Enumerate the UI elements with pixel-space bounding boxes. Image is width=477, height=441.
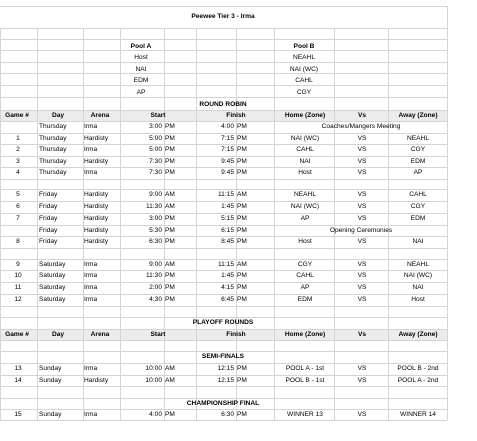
table-row xyxy=(0,201,447,212)
finish-ampm-cell: PM xyxy=(237,135,247,142)
arena-cell: Irma xyxy=(84,123,98,130)
away-team-cell: EDM xyxy=(410,215,426,222)
start-header: Start xyxy=(150,112,166,119)
finish-time-cell: 5:15 xyxy=(221,215,234,222)
arena-cell: Irma xyxy=(84,261,98,268)
vs-cell: VS xyxy=(357,411,367,418)
grid-line xyxy=(0,39,447,40)
finish-ampm-cell: PM xyxy=(237,123,247,130)
arena-cell: Irma xyxy=(84,365,98,372)
grid-line xyxy=(0,248,447,249)
start-time-cell: 6:30 xyxy=(149,238,162,245)
finish-ampm-cell: PM xyxy=(237,158,247,165)
day-cell: Thursday xyxy=(39,169,67,176)
vs-cell: VS xyxy=(357,135,367,142)
header-band xyxy=(0,329,447,340)
start-time-cell: 9:00 xyxy=(149,261,162,268)
section-semi-finals: SEMI-FINALS xyxy=(201,353,245,360)
table-row xyxy=(0,156,447,167)
section-championship-final: CHAMPIONSHIP FINAL xyxy=(186,400,260,407)
finish-time-cell: 7:15 xyxy=(221,146,234,153)
grid-line xyxy=(388,28,389,420)
grid-line xyxy=(0,85,447,86)
table-row xyxy=(0,144,447,155)
arena-header: Arena xyxy=(90,112,110,119)
start-time-cell: 5:00 xyxy=(149,146,162,153)
start-ampm-cell: PM xyxy=(165,411,175,418)
vs-cell: VS xyxy=(357,215,367,222)
start-ampm-cell: AM xyxy=(165,191,175,198)
home-team-cell: NEAHL xyxy=(294,191,316,198)
vs-cell: VS xyxy=(357,272,367,279)
grid-line xyxy=(0,6,447,7)
finish-time-cell: 9:45 xyxy=(221,169,234,176)
home-team-cell: Host xyxy=(298,169,312,176)
finish-time-cell: 7:15 xyxy=(221,135,234,142)
event-cell: Opening Ceremonies xyxy=(329,227,393,234)
arena-cell: Irma xyxy=(84,272,98,279)
start-time-cell: 7:30 xyxy=(149,158,162,165)
finish-ampm-cell: AM xyxy=(237,261,247,268)
day-cell: Saturday xyxy=(39,261,66,268)
grid-line xyxy=(0,62,447,63)
home-team-cell: NAI (WC) xyxy=(290,203,320,210)
away-team-cell: Host xyxy=(411,296,425,303)
finish-ampm-cell: AM xyxy=(237,191,247,198)
vs-cell: VS xyxy=(357,365,367,372)
vs-header: Vs xyxy=(357,331,367,338)
arena-cell: Hardisty xyxy=(84,191,109,198)
grid-line xyxy=(0,340,447,341)
event-cell: Coaches/Mangers Meeting xyxy=(321,123,401,130)
home-team-cell: NAI (WC) xyxy=(290,135,320,142)
day-cell: Thursday xyxy=(39,135,67,142)
game-number-cell: 7 xyxy=(16,215,20,222)
game-number-cell: 14 xyxy=(14,377,22,384)
finish-ampm-cell: PM xyxy=(237,169,247,176)
away-team-cell: CGY xyxy=(410,203,426,210)
grid-line xyxy=(0,28,447,29)
header-band xyxy=(0,110,447,121)
finish-time-cell: 11:15 xyxy=(217,261,234,268)
away-team-cell: NEAHL xyxy=(407,135,429,142)
game-number-cell: 9 xyxy=(16,261,20,268)
table-row xyxy=(0,121,447,132)
game-number-cell: 2 xyxy=(16,146,20,153)
finish-ampm-cell: PM xyxy=(237,284,247,291)
section-round-robin: ROUND ROBIN xyxy=(199,101,247,108)
arena-cell: Hardisty xyxy=(84,215,109,222)
vs-cell: VS xyxy=(357,191,367,198)
start-time-cell: 3:00 xyxy=(149,215,162,222)
pool-a-team: AP xyxy=(136,89,146,96)
finish-time-cell: 6:45 xyxy=(221,296,234,303)
grid-line xyxy=(196,28,197,420)
finish-header: Finish xyxy=(226,112,246,119)
vs-header: Vs xyxy=(357,112,367,119)
start-ampm-cell: AM xyxy=(165,203,175,210)
day-cell: Thursday xyxy=(39,146,67,153)
start-ampm-cell: PM xyxy=(165,238,175,245)
table-row xyxy=(0,259,447,270)
arena-cell: Irma xyxy=(84,411,98,418)
finish-ampm-cell: PM xyxy=(237,146,247,153)
grid-line xyxy=(83,28,84,420)
day-cell: Friday xyxy=(39,215,58,222)
start-time-cell: 9:00 xyxy=(149,191,162,198)
grid-line xyxy=(0,386,447,387)
vs-cell: VS xyxy=(357,261,367,268)
home-team-cell: CGY xyxy=(297,261,313,268)
game-number-cell: 1 xyxy=(16,135,20,142)
away-header: Away (Zone) xyxy=(398,112,438,119)
away-team-cell: POOL A - 2nd xyxy=(397,377,439,384)
game-number-header: Game # xyxy=(5,112,29,119)
pool-b-team: NEAHL xyxy=(293,54,315,61)
grid-line xyxy=(0,97,447,98)
start-ampm-cell: PM xyxy=(165,169,175,176)
table-row xyxy=(0,225,447,236)
start-ampm-cell: PM xyxy=(165,296,175,303)
game-number-cell: 10 xyxy=(14,272,22,279)
finish-time-cell: 6:15 xyxy=(221,227,234,234)
arena-header: Arena xyxy=(90,331,110,338)
grid-line xyxy=(0,50,447,51)
game-number-cell: 3 xyxy=(16,158,20,165)
grid-line xyxy=(0,28,1,420)
finish-ampm-cell: PM xyxy=(237,272,247,279)
away-team-cell: AP xyxy=(413,169,423,176)
arena-cell: Hardisty xyxy=(84,238,109,245)
grid-line xyxy=(0,179,447,180)
start-ampm-cell: PM xyxy=(165,227,175,234)
away-team-cell: CGY xyxy=(410,146,426,153)
finish-ampm-cell: PM xyxy=(237,411,247,418)
table-row xyxy=(0,270,447,281)
day-header: Day xyxy=(51,112,65,119)
finish-ampm-cell: PM xyxy=(237,203,247,210)
finish-header: Finish xyxy=(226,331,246,338)
vs-cell: VS xyxy=(357,284,367,291)
day-cell: Thursday xyxy=(39,123,67,130)
game-number-cell: 8 xyxy=(16,238,20,245)
finish-time-cell: 1:45 xyxy=(221,272,234,279)
home-team-cell: POOL B - 1st xyxy=(285,377,325,384)
table-row xyxy=(0,167,447,178)
start-ampm-cell: PM xyxy=(165,272,175,279)
pool-a-heading: Pool A xyxy=(130,43,152,50)
home-team-cell: CAHL xyxy=(296,272,314,279)
finish-time-cell: 12:15 xyxy=(217,365,234,372)
away-team-cell: POOL B - 2nd xyxy=(397,365,439,372)
arena-cell: Hardisty xyxy=(84,135,109,142)
start-time-cell: 5:30 xyxy=(149,227,162,234)
start-ampm-cell: PM xyxy=(165,158,175,165)
pool-b-team: CGY xyxy=(296,89,312,96)
day-cell: Friday xyxy=(39,227,58,234)
game-number-cell: 5 xyxy=(16,191,20,198)
home-team-cell: Host xyxy=(298,238,312,245)
away-team-cell: WINNER 14 xyxy=(400,411,436,418)
start-time-cell: 5:00 xyxy=(149,135,162,142)
table-row xyxy=(0,213,447,224)
pool-a-team: Host xyxy=(134,54,148,61)
game-number-cell: 15 xyxy=(14,411,22,418)
finish-ampm-cell: PM xyxy=(237,296,247,303)
start-ampm-cell: AM xyxy=(165,261,175,268)
finish-time-cell: 11:15 xyxy=(217,191,234,198)
grid-line xyxy=(274,28,275,420)
finish-time-cell: 4:15 xyxy=(221,284,234,291)
start-time-cell: 4:30 xyxy=(149,296,162,303)
game-number-cell: 12 xyxy=(14,296,22,303)
away-team-cell: NAI (WC) xyxy=(403,272,433,279)
grid-line xyxy=(0,420,447,421)
away-team-cell: NAI xyxy=(412,284,424,291)
away-team-cell: EDM xyxy=(410,158,426,165)
home-team-cell: CAHL xyxy=(296,146,314,153)
grid-line xyxy=(447,6,448,420)
start-ampm-cell: AM xyxy=(165,365,175,372)
start-time-cell: 11:30 xyxy=(145,203,162,210)
start-time-cell: 4:00 xyxy=(149,411,162,418)
start-ampm-cell: PM xyxy=(165,146,175,153)
table-row xyxy=(0,294,447,305)
vs-cell: VS xyxy=(357,377,367,384)
start-ampm-cell: PM xyxy=(165,135,175,142)
pool-b-team: NAI (WC) xyxy=(289,66,319,73)
grid-line xyxy=(37,28,38,420)
table-row xyxy=(0,363,447,374)
home-team-cell: NAI xyxy=(299,158,311,165)
day-cell: Friday xyxy=(39,191,58,198)
finish-ampm-cell: PM xyxy=(237,377,247,384)
finish-ampm-cell: PM xyxy=(237,215,247,222)
arena-cell: Hardisty xyxy=(84,203,109,210)
day-cell: Sunday xyxy=(39,377,62,384)
day-cell: Friday xyxy=(39,203,58,210)
vs-cell: VS xyxy=(357,238,367,245)
away-team-cell: NEAHL xyxy=(407,261,429,268)
start-time-cell: 11:30 xyxy=(145,272,162,279)
day-cell: Saturday xyxy=(39,296,66,303)
arena-cell: Irma xyxy=(84,284,98,291)
finish-time-cell: 12:15 xyxy=(217,377,234,384)
game-number-cell: 4 xyxy=(16,169,20,176)
arena-cell: Irma xyxy=(84,146,98,153)
finish-ampm-cell: PM xyxy=(237,227,247,234)
away-team-cell: CAHL xyxy=(409,191,427,198)
finish-ampm-cell: PM xyxy=(237,238,247,245)
home-team-cell: POOL A - 1st xyxy=(285,365,325,372)
start-ampm-cell: PM xyxy=(165,215,175,222)
day-cell: Thursday xyxy=(39,158,67,165)
pool-a-team: EDM xyxy=(133,77,149,84)
game-number-header: Game # xyxy=(5,331,29,338)
day-header: Day xyxy=(51,331,65,338)
grid-line xyxy=(164,28,165,420)
table-row xyxy=(0,375,447,386)
finish-time-cell: 1:45 xyxy=(221,203,234,210)
start-time-cell: 10:00 xyxy=(145,365,162,372)
day-cell: Sunday xyxy=(39,365,62,372)
finish-time-cell: 6:30 xyxy=(221,411,234,418)
home-team-cell: EDM xyxy=(297,296,313,303)
game-number-cell: 11 xyxy=(14,284,22,291)
day-cell: Saturday xyxy=(39,272,66,279)
finish-time-cell: 4:00 xyxy=(221,123,234,130)
day-cell: Sunday xyxy=(39,411,62,418)
home-header: Home (Zone) xyxy=(284,112,326,119)
vs-cell: VS xyxy=(357,158,367,165)
table-row xyxy=(0,409,447,420)
pool-b-heading: Pool B xyxy=(293,43,315,50)
start-time-cell: 2:00 xyxy=(149,284,162,291)
day-cell: Friday xyxy=(39,238,58,245)
start-ampm-cell: PM xyxy=(165,284,175,291)
game-number-cell: 13 xyxy=(14,365,22,372)
away-header: Away (Zone) xyxy=(398,331,438,338)
section-playoff-rounds: PLAYOFF ROUNDS xyxy=(192,319,254,326)
game-number-cell: 6 xyxy=(16,203,20,210)
grid-line xyxy=(0,306,447,307)
home-team-cell: AP xyxy=(300,284,310,291)
vs-cell: VS xyxy=(357,146,367,153)
finish-time-cell: 9:45 xyxy=(221,158,234,165)
table-row xyxy=(0,189,447,200)
grid-line xyxy=(0,73,447,74)
home-team-cell: AP xyxy=(300,215,310,222)
arena-cell: Irma xyxy=(84,296,98,303)
grid-line xyxy=(0,110,447,111)
arena-cell: Irma xyxy=(84,169,98,176)
grid-line xyxy=(120,28,121,420)
pool-b-team: CAHL xyxy=(295,77,313,84)
table-row xyxy=(0,282,447,293)
finish-ampm-cell: PM xyxy=(237,365,247,372)
away-team-cell: NAI xyxy=(412,238,424,245)
table-row xyxy=(0,236,447,247)
finish-time-cell: 8:45 xyxy=(221,238,234,245)
arena-cell: Hardisty xyxy=(84,227,109,234)
start-time-cell: 7:30 xyxy=(149,169,162,176)
table-row xyxy=(0,133,447,144)
vs-cell: VS xyxy=(357,169,367,176)
vs-cell: VS xyxy=(357,203,367,210)
arena-cell: Hardisty xyxy=(84,158,109,165)
arena-cell: Hardisty xyxy=(84,377,109,384)
start-ampm-cell: AM xyxy=(165,377,175,384)
start-time-cell: 10:00 xyxy=(145,377,162,384)
grid-line xyxy=(0,329,447,330)
home-team-cell: WINNER 13 xyxy=(287,411,323,418)
vs-cell: VS xyxy=(357,296,367,303)
start-ampm-cell: PM xyxy=(165,123,175,130)
start-header: Start xyxy=(150,331,166,338)
sheet-title: Peewee Tier 3 - Irma xyxy=(191,13,255,20)
start-time-cell: 3:00 xyxy=(149,123,162,130)
grid-line xyxy=(334,28,335,420)
pool-a-team: NAI xyxy=(135,66,147,73)
home-header: Home (Zone) xyxy=(284,331,326,338)
day-cell: Saturday xyxy=(39,284,66,291)
